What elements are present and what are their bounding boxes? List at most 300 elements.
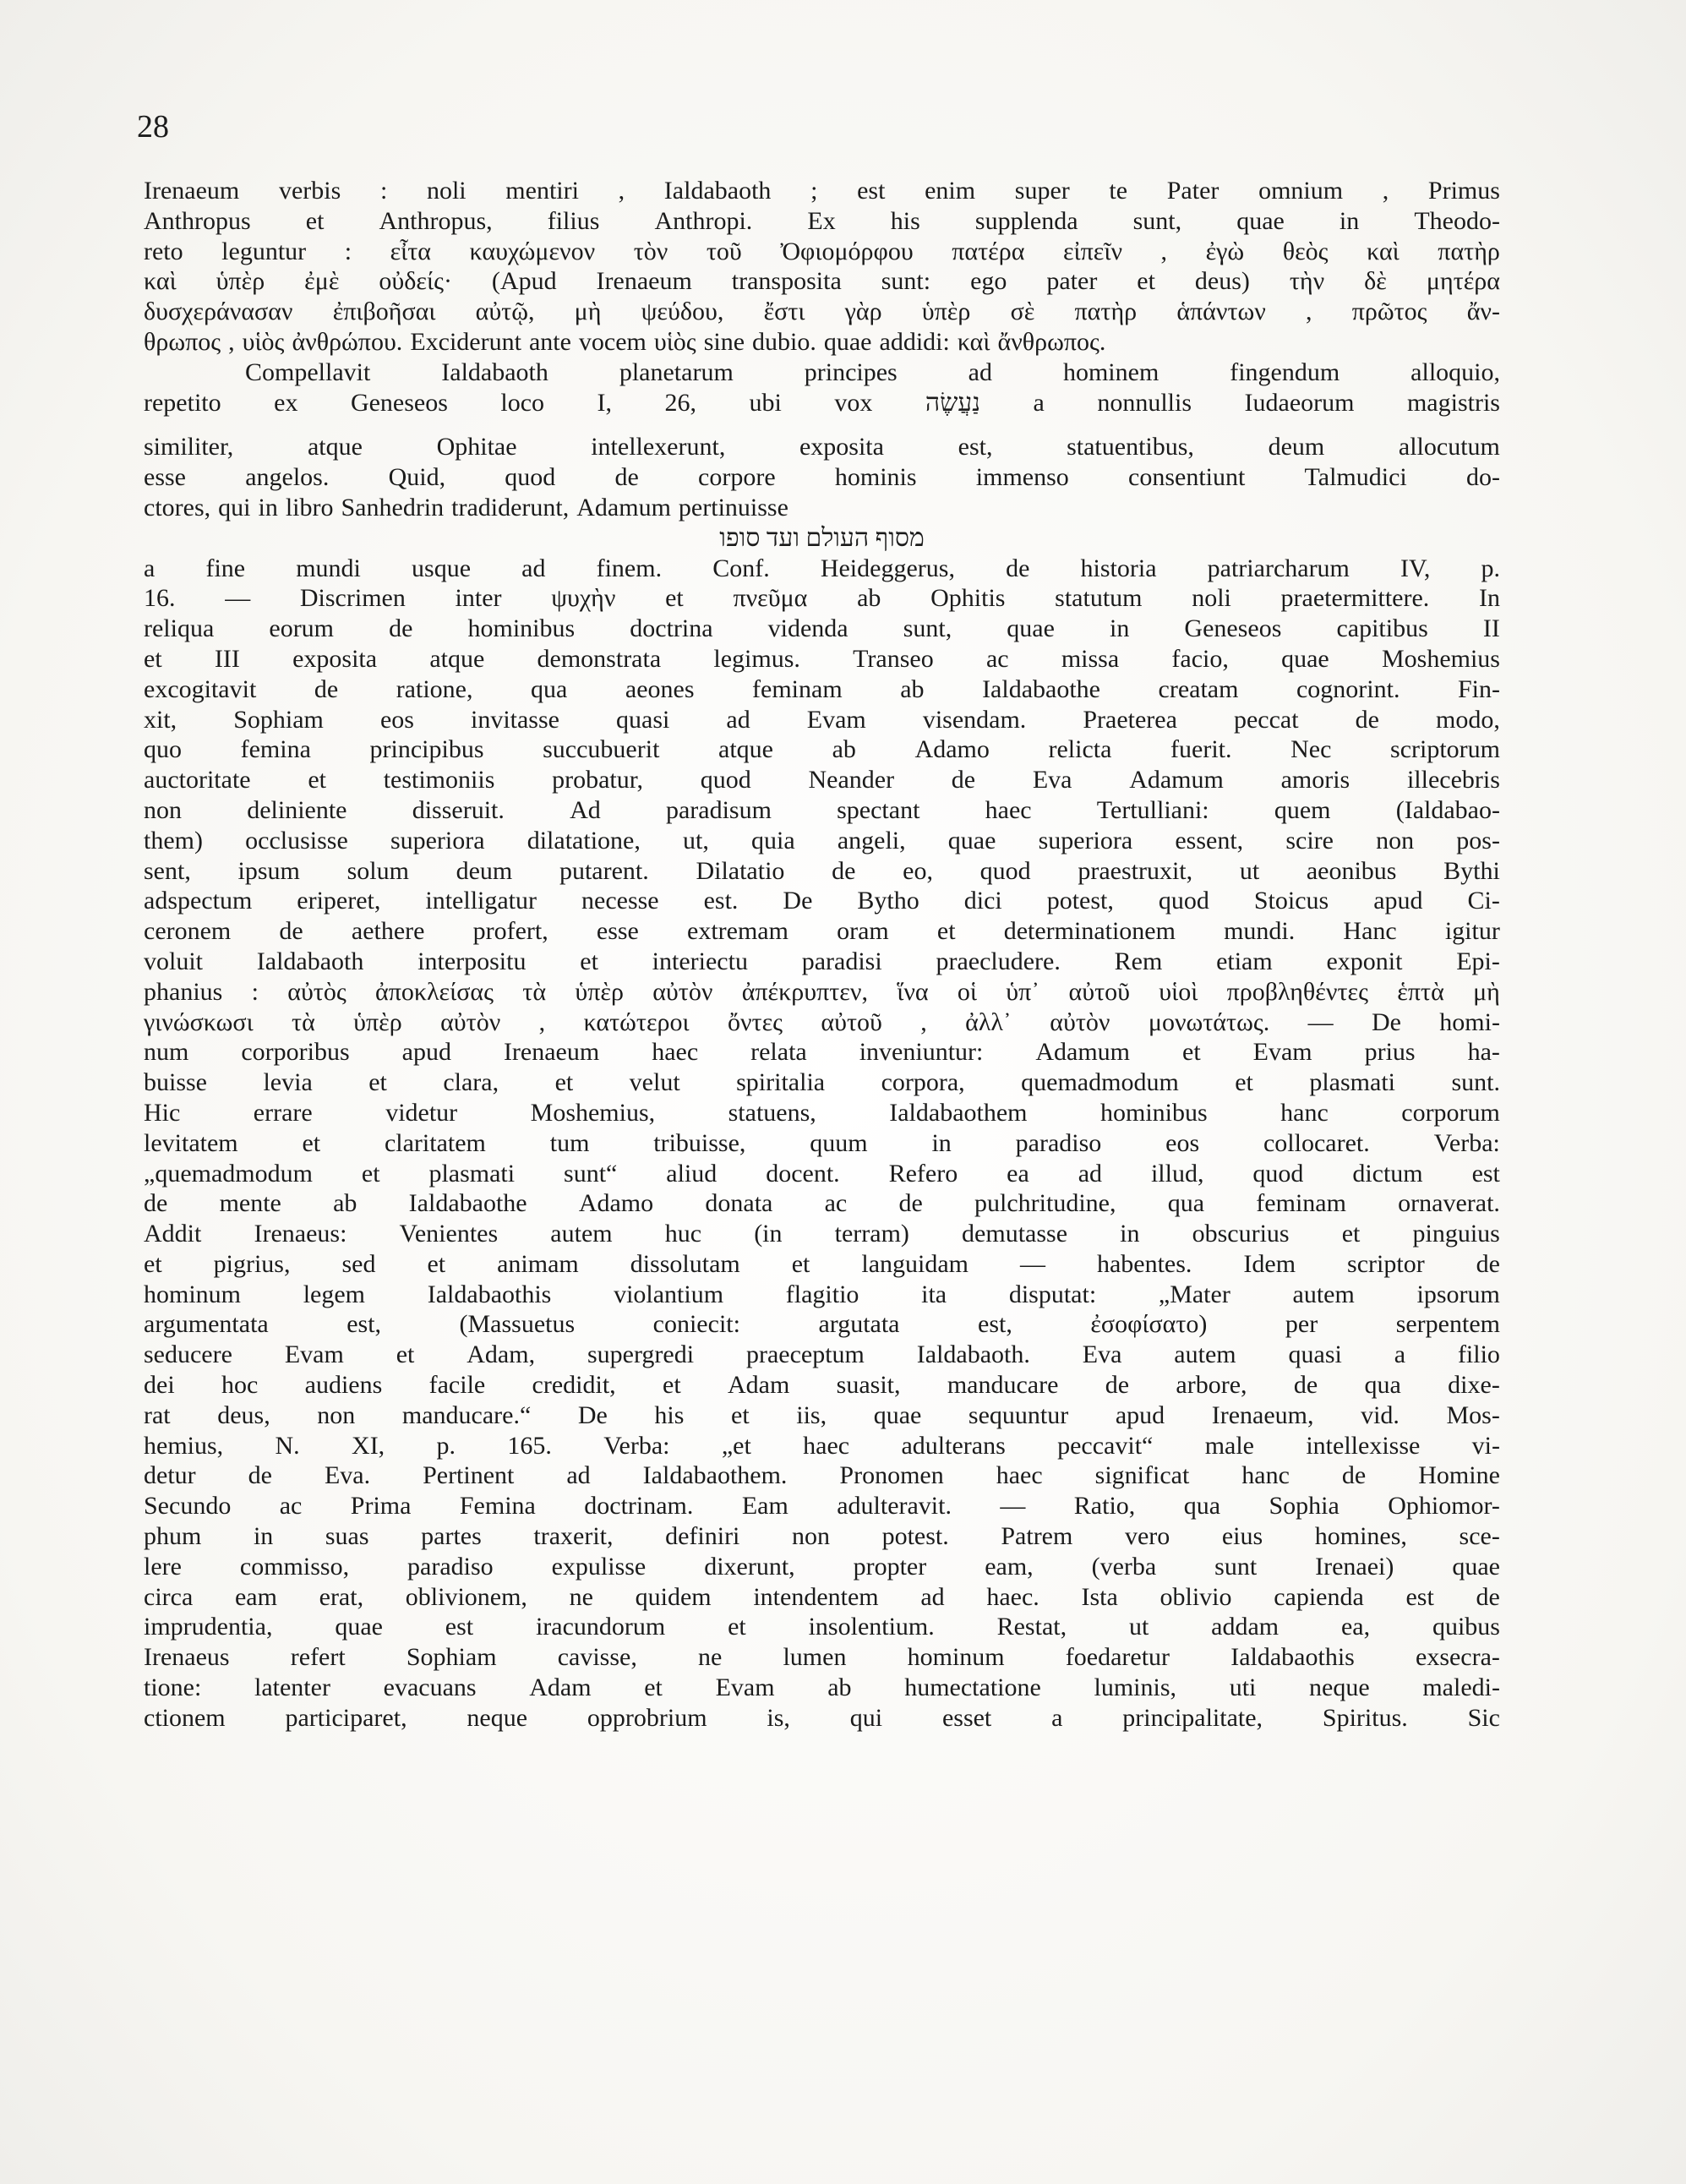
- text-line: [144, 1340, 1500, 1370]
- word: hominibus: [1099, 1098, 1208, 1127]
- word: a: [1033, 388, 1045, 417]
- word: hominis: [834, 463, 917, 492]
- word: Geneseos: [1184, 614, 1282, 643]
- word: ita: [921, 1280, 947, 1308]
- word: haec: [985, 795, 1032, 824]
- word: quae: [947, 826, 996, 854]
- word: Discrimen: [299, 584, 406, 613]
- word: Adamum: [576, 493, 671, 521]
- word: exponit: [1326, 947, 1403, 975]
- word: est,: [978, 1310, 1012, 1339]
- word: quem: [1274, 795, 1331, 824]
- word: —: [1000, 1492, 1026, 1521]
- word: Prima: [350, 1492, 412, 1521]
- word: II: [1482, 614, 1500, 643]
- word: supplenda: [974, 206, 1078, 235]
- word: ψυχὴν: [551, 584, 616, 613]
- text-line: [144, 583, 1500, 614]
- word: Mos-: [1446, 1400, 1500, 1429]
- word: sce-: [1459, 1522, 1500, 1551]
- word: Quid,: [388, 463, 446, 492]
- word: auctoritate: [144, 766, 251, 794]
- word: filio: [1457, 1340, 1500, 1369]
- word: patriarcharum: [1207, 554, 1350, 582]
- word: ne: [697, 1643, 723, 1672]
- word: in: [253, 1522, 274, 1551]
- word: et: [791, 1249, 810, 1278]
- word: nonnullis: [1097, 388, 1192, 417]
- word: manducare: [947, 1371, 1059, 1400]
- word: igitur: [1444, 917, 1500, 946]
- word: Adam: [529, 1673, 592, 1702]
- text-line: [144, 886, 1500, 916]
- word: capienda: [1274, 1582, 1364, 1611]
- word: legem: [303, 1280, 366, 1308]
- word: autem: [1292, 1280, 1355, 1308]
- word: intendentem: [753, 1582, 879, 1611]
- word: de: [832, 856, 856, 885]
- word: videnda: [767, 614, 848, 643]
- word: haec: [652, 1038, 699, 1067]
- word: enim: [925, 177, 976, 205]
- word: pater: [1046, 267, 1098, 296]
- word: inveniuntur:: [859, 1038, 984, 1067]
- word: insolentium.: [808, 1613, 935, 1641]
- word: ὄντες: [727, 1007, 783, 1036]
- word: violantium: [614, 1280, 724, 1308]
- word: Addit: [144, 1220, 202, 1248]
- word: vi-: [1471, 1431, 1500, 1460]
- word: levitatem: [144, 1128, 238, 1157]
- word: Patrem: [1001, 1522, 1073, 1551]
- word: ctionem: [144, 1703, 226, 1732]
- word: potest.: [881, 1522, 949, 1551]
- word: ἐγὼ: [1205, 237, 1245, 265]
- word: sed: [341, 1249, 376, 1278]
- word: atque: [429, 644, 485, 673]
- word: et: [427, 1249, 446, 1278]
- word: et: [305, 206, 325, 235]
- text-line: [144, 1280, 1500, 1310]
- word: similiter,: [144, 433, 234, 461]
- word: αὐτοῦ: [821, 1007, 882, 1036]
- word: Ialdabaoth: [663, 177, 772, 205]
- word: quod: [979, 856, 1031, 885]
- word: occlusisse: [245, 826, 348, 854]
- word: homi-: [1439, 1007, 1500, 1036]
- word: prius: [1364, 1038, 1416, 1067]
- word: Eva: [1032, 766, 1072, 794]
- word: de: [1476, 1582, 1500, 1611]
- word: noli: [426, 177, 467, 205]
- word: aeones: [625, 674, 695, 703]
- text-line: [144, 1128, 1500, 1159]
- word: est,: [346, 1310, 382, 1339]
- word: angelos.: [245, 463, 330, 492]
- word: definiri: [665, 1522, 740, 1551]
- word: non: [792, 1522, 830, 1551]
- word: capitibus: [1336, 614, 1428, 643]
- word: principalitate,: [1122, 1703, 1263, 1732]
- word: adulteravit.: [837, 1492, 952, 1521]
- text-line: [144, 1370, 1500, 1400]
- text-line: [144, 1249, 1500, 1280]
- word: dici: [963, 887, 1002, 915]
- word: refert: [290, 1643, 346, 1672]
- word: libro: [285, 493, 334, 521]
- word: sequuntur: [968, 1400, 1069, 1429]
- word: arbore,: [1176, 1371, 1247, 1400]
- text-line: [144, 977, 1500, 1007]
- word: exsecra-: [1416, 1643, 1500, 1672]
- text-line: [144, 206, 1500, 237]
- word: participaret,: [285, 1703, 407, 1732]
- word: qui: [218, 493, 251, 521]
- word: μὴ: [1473, 977, 1500, 1006]
- word: ψεύδου,: [641, 298, 724, 326]
- word: ἄν-: [1466, 298, 1500, 326]
- word: apud: [401, 1038, 451, 1067]
- word: 16.: [144, 584, 176, 613]
- word: de: [614, 463, 639, 492]
- word: Pertinent: [423, 1461, 515, 1490]
- word: (verba: [1091, 1552, 1157, 1581]
- word: non: [144, 795, 182, 824]
- word: corpore: [698, 463, 776, 492]
- word: eam,: [985, 1552, 1034, 1581]
- word: hominem: [1062, 358, 1159, 386]
- text-line: [144, 1673, 1500, 1703]
- word: vero: [1124, 1522, 1170, 1551]
- word: Adamo: [914, 735, 990, 764]
- word: κατώτεροι: [583, 1007, 690, 1036]
- word: Irenaeum: [596, 267, 692, 296]
- word: De: [1371, 1007, 1401, 1036]
- word: disseruit.: [412, 795, 505, 824]
- word: femina: [240, 735, 311, 764]
- word: doctrinam.: [584, 1492, 694, 1521]
- word: scire: [1285, 826, 1334, 854]
- word: ab: [832, 735, 856, 764]
- word: pertinuisse: [678, 493, 788, 521]
- word: ad: [920, 1582, 945, 1611]
- word: commisso,: [239, 1552, 350, 1581]
- word: υἱοὶ: [1159, 977, 1198, 1006]
- word: Geneseos: [350, 388, 448, 417]
- word: ut: [1128, 1613, 1149, 1641]
- word: Evam: [715, 1673, 775, 1702]
- word: καυχώμενον: [469, 237, 596, 265]
- word: Eva.: [324, 1461, 371, 1490]
- word: quod: [1158, 887, 1209, 915]
- word: his: [654, 1400, 685, 1429]
- word: in: [1110, 614, 1130, 643]
- word: ἀπέκρυπτεν,: [741, 977, 868, 1006]
- word: Ratio,: [1073, 1492, 1136, 1521]
- word: ὑπὲρ: [575, 977, 624, 1006]
- word: υἱὸς: [653, 327, 696, 356]
- word: tum: [549, 1128, 590, 1157]
- word: Adamum: [1129, 766, 1224, 794]
- text-line: [144, 947, 1500, 977]
- word: Refero: [888, 1159, 958, 1188]
- word: docent.: [766, 1159, 840, 1188]
- word: Adam: [728, 1371, 790, 1400]
- word: de: [898, 1189, 923, 1218]
- word: ac: [985, 644, 1009, 673]
- word: in: [1120, 1220, 1140, 1248]
- text-line: [144, 1552, 1500, 1582]
- word: feminam: [752, 674, 843, 703]
- word: seducere: [144, 1340, 232, 1369]
- word: dei: [144, 1371, 175, 1400]
- word: praeceptum: [745, 1340, 865, 1369]
- word: ,: [228, 327, 235, 356]
- word: sunt: [1214, 1552, 1258, 1581]
- word: ὑπ᾽: [1006, 977, 1040, 1006]
- word: Evam: [806, 705, 866, 734]
- word: repetito: [144, 388, 221, 417]
- word: mente: [219, 1189, 281, 1218]
- word: quae: [335, 1613, 383, 1641]
- word: Ialdabaoth.: [916, 1340, 1030, 1369]
- word: Ialdabaoth: [256, 947, 364, 975]
- word: Irenaeum,: [1211, 1400, 1314, 1429]
- word: ante: [528, 327, 571, 356]
- word: (Massuetus: [459, 1310, 576, 1339]
- word: Homine: [1418, 1461, 1500, 1490]
- word: quae: [1236, 206, 1285, 235]
- word: XI,: [352, 1431, 385, 1460]
- word: eorum: [269, 614, 335, 643]
- text-line: [144, 916, 1500, 947]
- word: de: [1355, 705, 1379, 734]
- word: Femina: [459, 1492, 536, 1521]
- word: paradiso: [1015, 1128, 1102, 1157]
- word: latenter: [254, 1673, 330, 1702]
- word: Sophiam: [406, 1643, 497, 1672]
- word: Ialdabaothem: [889, 1098, 1028, 1127]
- word: oblivionem,: [405, 1582, 527, 1611]
- word: de: [314, 674, 339, 703]
- word: mundi.: [1224, 917, 1296, 946]
- word: dixe-: [1448, 1371, 1500, 1400]
- word: ἀποκλείσας: [375, 977, 494, 1006]
- word: hanc: [1280, 1098, 1329, 1127]
- word: est,: [958, 433, 993, 461]
- word: cognorint.: [1296, 674, 1400, 703]
- word: dilatatione,: [527, 826, 641, 854]
- word: num: [144, 1038, 189, 1067]
- word: Ci-: [1467, 887, 1500, 915]
- text-line: [144, 462, 1500, 493]
- text-line: [144, 493, 1500, 523]
- word: ἄνθρωπος.: [997, 327, 1106, 356]
- text-line: [144, 1067, 1500, 1098]
- word: cavisse,: [557, 1643, 637, 1672]
- word: quae: [1007, 614, 1055, 643]
- word: paradisum: [665, 795, 772, 824]
- word: detur: [144, 1461, 196, 1490]
- word: circa: [144, 1582, 194, 1611]
- word: πατὴρ: [1074, 298, 1138, 326]
- word: extremam: [687, 917, 788, 946]
- word: eos: [1165, 1128, 1200, 1157]
- word: τὰ: [292, 1007, 315, 1036]
- word: ,: [618, 177, 625, 205]
- word: Pater: [1166, 177, 1219, 205]
- word: voluit: [144, 947, 204, 975]
- word: hemius,: [144, 1431, 224, 1460]
- word: videtur: [385, 1098, 458, 1127]
- word: animam: [497, 1249, 579, 1278]
- word: fingendum: [1230, 358, 1340, 386]
- word: et: [302, 1128, 321, 1157]
- word: scriptorum: [1390, 735, 1500, 764]
- word: προβληθέντες: [1226, 977, 1368, 1006]
- text-line: [144, 705, 1500, 735]
- word: Heideggerus,: [820, 554, 955, 582]
- word: erat,: [319, 1582, 364, 1611]
- word: ea: [1007, 1159, 1029, 1188]
- word: lere: [144, 1552, 182, 1581]
- word: Ialdabaothis: [427, 1280, 552, 1308]
- word: autem: [550, 1220, 613, 1248]
- word: Conf.: [712, 554, 770, 582]
- word: omnium: [1258, 177, 1344, 205]
- word: ,: [538, 1007, 546, 1036]
- word: uti: [1229, 1673, 1257, 1702]
- word: significat: [1094, 1461, 1190, 1490]
- word: de: [951, 766, 976, 794]
- word: atque: [718, 735, 773, 764]
- word: πατέρα: [952, 237, 1025, 265]
- word: Hic: [144, 1098, 181, 1127]
- word: Anthropus: [144, 206, 251, 235]
- word: Irenaeus: [144, 1643, 230, 1672]
- word: disputat:: [1008, 1280, 1097, 1308]
- word: corporibus: [241, 1038, 350, 1067]
- word: et: [1341, 1220, 1361, 1248]
- word: iis,: [796, 1400, 827, 1429]
- text-line: [144, 1703, 1500, 1734]
- word: eriperet,: [297, 887, 381, 915]
- word: σὲ: [1010, 298, 1035, 326]
- word: intelligatur: [425, 887, 537, 915]
- word: quod: [1252, 1159, 1304, 1188]
- word: autem: [1174, 1340, 1236, 1369]
- word: hominum: [144, 1280, 242, 1308]
- word: apud: [1115, 1400, 1165, 1429]
- word: hominibus: [467, 614, 576, 643]
- word: them): [144, 826, 203, 854]
- word: Irenaeum: [144, 177, 240, 205]
- word: exposita: [799, 433, 884, 461]
- word: facile: [428, 1371, 486, 1400]
- word: reto: [144, 237, 183, 265]
- word: luminis,: [1094, 1673, 1177, 1702]
- word: eam: [234, 1582, 277, 1611]
- word: determinationem: [1003, 917, 1176, 946]
- word: Dilatatio: [696, 856, 785, 885]
- word: planetarum: [619, 358, 734, 386]
- word: dissolutam: [630, 1249, 740, 1278]
- word: ἀλλ᾽: [965, 1007, 1012, 1036]
- word: esse: [596, 917, 639, 946]
- word: mundi: [296, 554, 361, 582]
- word: praetermittere.: [1280, 584, 1430, 613]
- word: in: [931, 1128, 952, 1157]
- word: quia: [751, 826, 795, 854]
- word: quasi: [1288, 1340, 1342, 1369]
- word: quemadmodum: [1021, 1068, 1179, 1097]
- word: et: [1235, 1068, 1253, 1097]
- line-spacer: [144, 418, 1500, 432]
- word: eo,: [903, 856, 933, 885]
- word: τὰ: [522, 977, 547, 1006]
- word: Irenaeus:: [254, 1220, 347, 1248]
- word: peccavit“: [1057, 1431, 1154, 1460]
- word: pos-: [1456, 826, 1500, 854]
- word: paradiso: [407, 1552, 494, 1581]
- word: velut: [629, 1068, 680, 1097]
- word: Evam: [284, 1340, 344, 1369]
- word: Spiritus.: [1322, 1703, 1408, 1732]
- word: de: [389, 614, 413, 643]
- word: De: [783, 887, 813, 915]
- word: per: [1285, 1310, 1318, 1339]
- word: ex: [274, 388, 298, 417]
- word: sunt,: [1132, 206, 1182, 235]
- word: credidit,: [532, 1371, 616, 1400]
- text-line: [144, 1037, 1500, 1067]
- word: Ex: [807, 206, 836, 235]
- word: Iudaeorum: [1244, 388, 1355, 417]
- word: et: [728, 1613, 746, 1641]
- word: haec: [996, 1461, 1043, 1490]
- word: in: [1339, 206, 1360, 235]
- word: fine: [205, 554, 246, 582]
- text-line: [144, 388, 1500, 418]
- word: (Apud: [491, 267, 557, 296]
- word: ratione,: [396, 674, 473, 703]
- word: evacuans: [383, 1673, 477, 1702]
- word: IV,: [1400, 554, 1431, 582]
- word: —: [1019, 1249, 1045, 1278]
- word: tione:: [144, 1673, 202, 1702]
- text-line: [144, 358, 1500, 388]
- word: in: [258, 493, 278, 521]
- word: deus): [1194, 267, 1250, 296]
- word: succubuerit: [543, 735, 660, 764]
- word: neque: [467, 1703, 528, 1732]
- hebrew-quote-line: [144, 523, 1500, 554]
- word: N.: [275, 1431, 300, 1460]
- word: male: [1204, 1431, 1254, 1460]
- word: eos: [379, 705, 414, 734]
- word: Ophitae: [436, 433, 517, 461]
- word: doctrina: [630, 614, 713, 643]
- word: ad: [1078, 1159, 1103, 1188]
- word: Secundo: [144, 1492, 232, 1521]
- word: angeli,: [837, 826, 906, 854]
- word: Sanhedrin: [341, 493, 445, 521]
- word: δυσχεράνασαν: [144, 298, 293, 326]
- text-line: [144, 795, 1500, 826]
- word: ad: [968, 358, 992, 386]
- word: In: [1478, 584, 1500, 613]
- word: Stoicus: [1253, 887, 1329, 915]
